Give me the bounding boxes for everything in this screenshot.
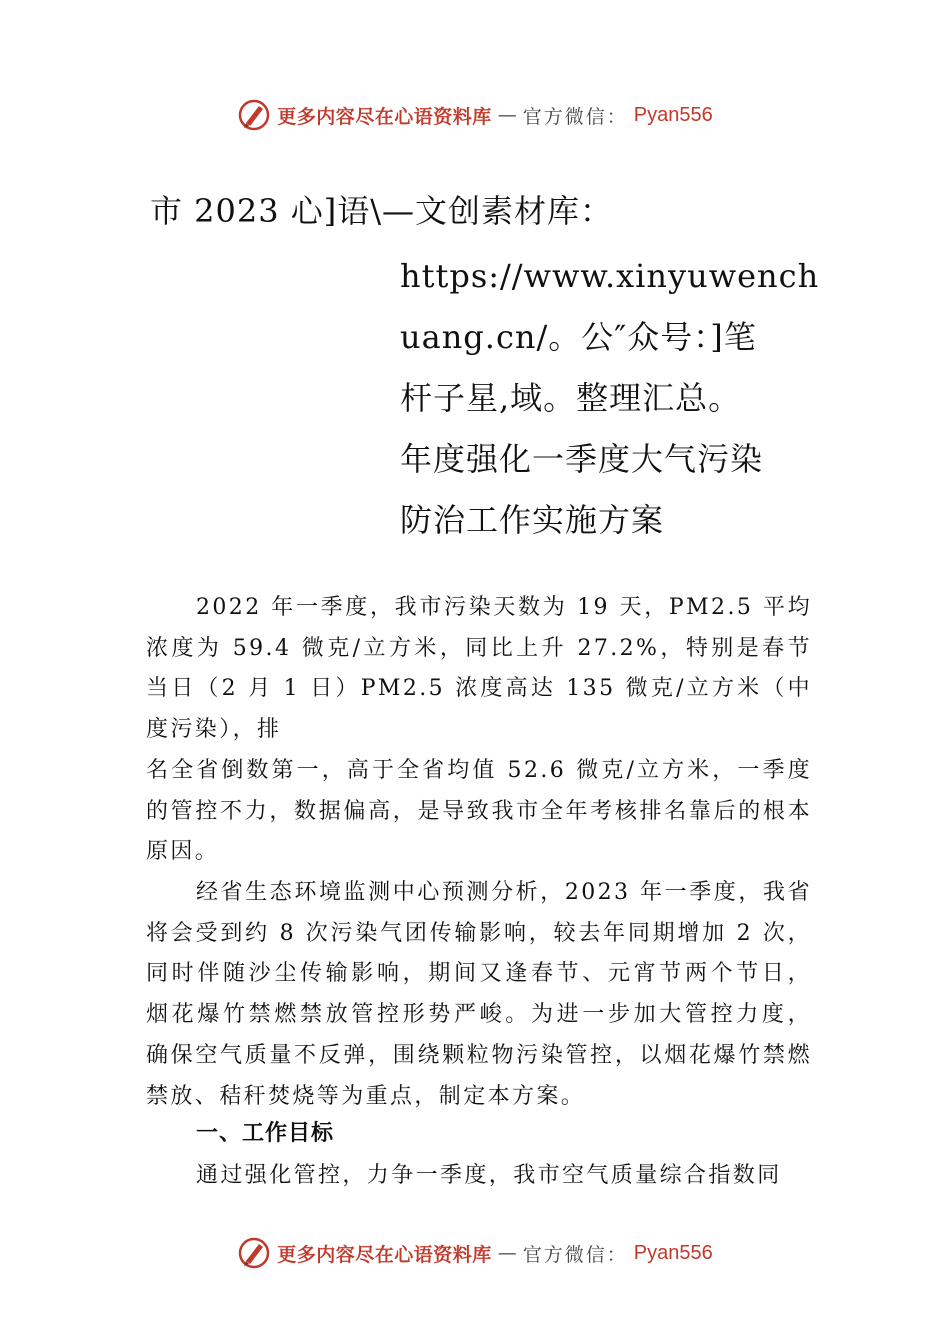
section-heading-goals: 一、工作目标 bbox=[196, 1121, 335, 1146]
title-line-4: 杆子星,域。整理汇总。 bbox=[400, 379, 742, 417]
paragraph-intro-continued: 名全省倒数第一，高于全省均值 52.6 微克/立方米，一季度的管控不力，数据偏高，是导致我市全年考核排名靠后的根本原因。 bbox=[146, 758, 812, 865]
title-line-6: 防治工作实施方案 bbox=[400, 501, 665, 539]
paragraph-goals: 通过强化管控，力争一季度，我市空气质量综合指数同 bbox=[196, 1163, 782, 1188]
watermark-dash: — bbox=[497, 1242, 517, 1264]
title-line-1: 市 2023 心]语\—文创素材库： bbox=[150, 192, 614, 230]
title-line-3: uang.cn/。公″众号：]笔 bbox=[400, 318, 757, 356]
title-line-2: https://www.xinyuwench bbox=[400, 257, 820, 295]
watermark-brand: 更多内容尽在心语资料库 bbox=[277, 105, 492, 128]
title-line-5: 年度强化一季度大气污染 bbox=[400, 440, 764, 478]
watermark-wechat-label: 官方微信： bbox=[522, 1243, 628, 1266]
watermark-dash: — bbox=[497, 104, 517, 126]
footer-watermark bbox=[0, 1233, 950, 1273]
header-watermark bbox=[0, 95, 950, 135]
watermark-brand: 更多内容尽在心语资料库 bbox=[277, 1243, 492, 1266]
page-title bbox=[400, 246, 820, 551]
pen-logo-icon bbox=[237, 1236, 271, 1270]
watermark-wechat-id: Pyan556 bbox=[633, 1241, 713, 1264]
pen-logo-icon bbox=[237, 98, 271, 132]
watermark-wechat-id: Pyan556 bbox=[633, 103, 713, 126]
watermark-wechat-label: 官方微信： bbox=[522, 105, 628, 128]
paragraph-forecast: 经省生态环境监测中心预测分析，2023 年一季度，我省将会受到约 8 次污染气团传输影响，较去年同期增加 2 次，同时伴随沙尘传输影响，期间又逢春节、元宵节两个节日， 烟花爆竹禁燃禁放管控形势严峻。为进一步加大管控力度， 确保空气质量不反弹，围绕颗粒物污染管控，以烟花爆竹禁燃禁放、秸秆焚烧等为重点，制定本方案。 bbox=[146, 880, 812, 1109]
paragraph-intro: 2022 年一季度，我市污染天数为 19 天，PM2.5 平均浓度为 59.4 微克/立方米，同比上升 27.2%，特别是春节当日（2 月 1 日）PM2.5 浓度高达 135 微克/立方米（中度污染），排 bbox=[146, 595, 812, 743]
